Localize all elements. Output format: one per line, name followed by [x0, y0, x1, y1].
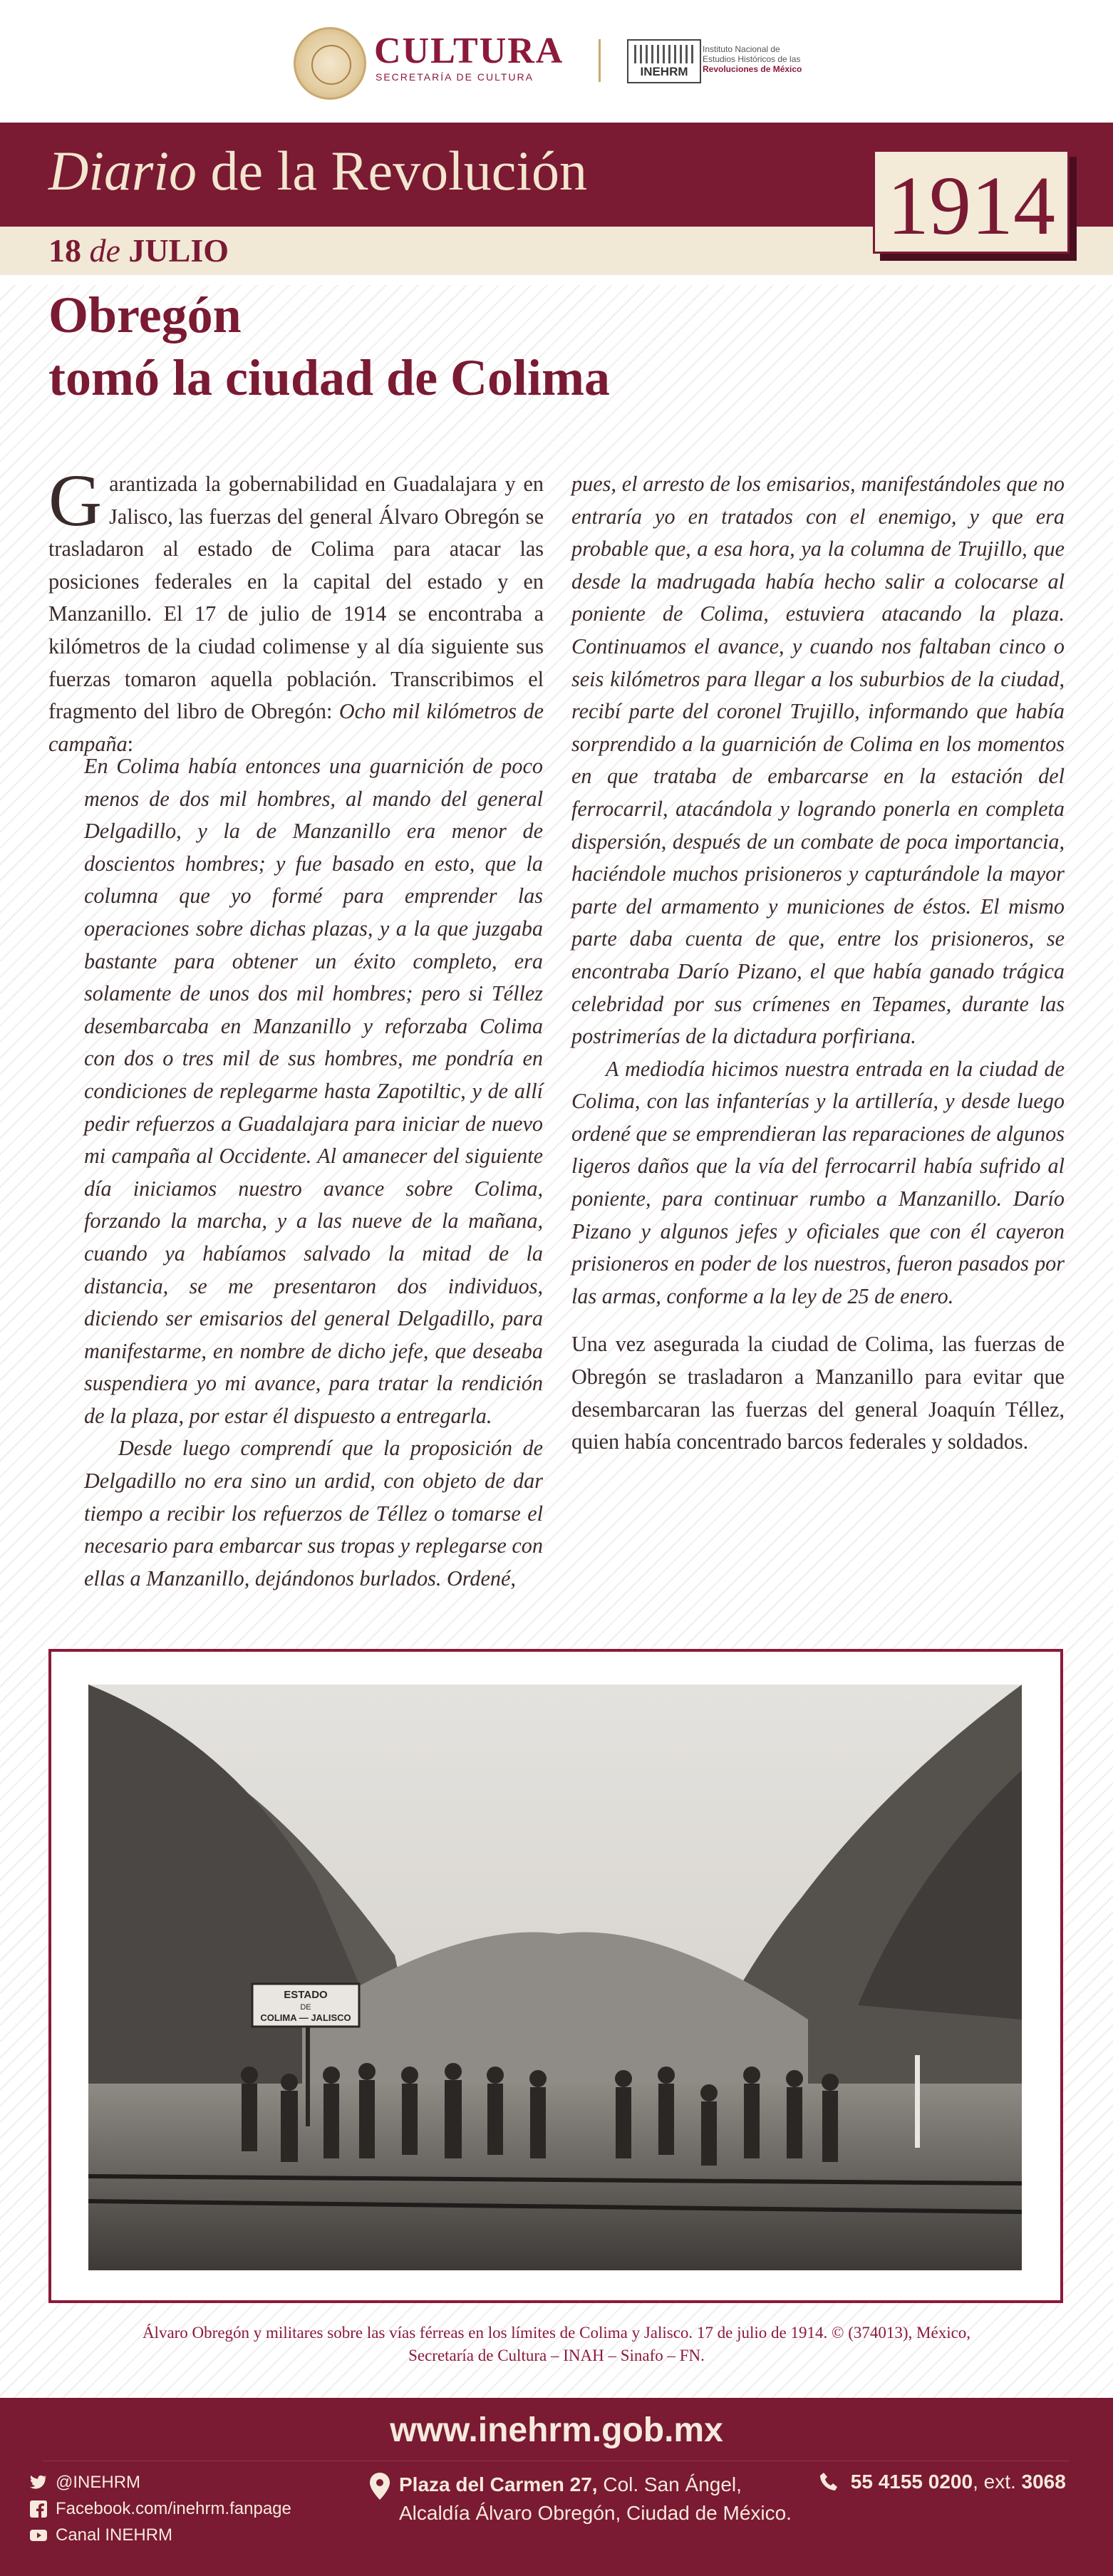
intro-paragraph: [48, 460, 544, 760]
quote-block: [84, 750, 543, 1595]
website-link[interactable]: www.inehrm.gob.mx: [390, 2411, 723, 2449]
right-column: [571, 468, 1065, 1459]
phone-main: 55 4155 0200: [850, 2471, 973, 2493]
youtube-handle: Canal INEHRM: [56, 2525, 173, 2545]
address: [399, 2471, 792, 2528]
inehrm-name-line2: Estudios Históricos de las: [703, 54, 801, 64]
facebook-link[interactable]: [29, 2495, 291, 2522]
social-links: [29, 2469, 291, 2548]
cultura-subtitle: SECRETARÍA DE CULTURA: [376, 71, 534, 83]
youtube-icon: [29, 2525, 48, 2545]
mexico-seal-icon: [294, 27, 366, 100]
phone-ext: 3068: [1021, 2471, 1066, 2493]
youtube-link[interactable]: [29, 2522, 291, 2548]
sign-line-2: DE: [300, 2003, 311, 2012]
quote-paragraph-4: A mediodía hicimos nuestra entrada en la ciudad de Colima, con las infanterías y la artillería, y desde luego ordené que se emprendieran las reparaciones de algunos ligeros daños que la vía del ferrocarril había sufrido al poniente, para continuar rumbo a Manzanillo. Darío Pizano y algunos jefes y oficiales que con él cayeron prisioneros en poder de los nuestros, fueron pasados por las armas, conforme a la ley de 25 de enero.: [571, 1056, 1065, 1308]
page-title: [48, 139, 587, 203]
phone-icon: [819, 2471, 851, 2493]
phone-number[interactable]: [819, 2471, 1066, 2493]
logo-bar: [0, 0, 1113, 121]
intro-text: arantizada la gobernabilidad en Guadalajara y en Jalisco, las fuerzas del general Álvaro Obregón se trasladaron al estado de Colima para atacar las posiciones federales en la capital del estado y en Manzanillo. El 17 de julio de 1914 se encontraba a kilómetros de la ciudad colimense y al día siguiente sus fuerzas tomaron aquella población. Transcribimos el fragmento del libro de Obregón:: [48, 472, 544, 724]
caption-line-2: Secretaría de Cultura – INAH – Sinafo – FN.: [408, 2347, 705, 2364]
phone-ext-label: , ext.: [973, 2471, 1022, 2493]
intro-end: :: [127, 731, 134, 756]
title-rest: de la Revolución: [197, 140, 588, 202]
inehrm-name-line3: Revoluciones de México: [703, 64, 802, 74]
quote-paragraph-1: En Colima había entonces una guarnición de poco menos de dos mil hombres, al mando del general Delgadillo, y la de Manzanillo era menor de doscientos hombres; y fue basado en esto, que la columna que yo formé para emprender las operaciones sobre dichas plazas, y a la que juzgaba bastante para obtener un éxito completo, era solamente de unos dos mil hombres; pero si Téllez desembarcaba en Manzanillo y reforzaba Colima con dos o tres mil de sus hombres, me pondría en condiciones de replegarme hasta Zapotiltic, y de allí pedir refuerzos a Guadalajara para iniciar de nuevo mi campaña al Occidente. Al amanecer del siguiente día iniciamos nuestro avance sobre Colima, forzando la marcha, y a las nueve de la mañana, cuando ya habíamos salvado la mitad de la distancia, se me presentaron dos individuos, diciendo ser emisarios del general Delgadillo, para manifestarme, en nombre de dicho jefe, que deseaba suspendiera yo mi avance, para tratar la rendición de la plaza, por estar él dispuesto a entregarla.: [84, 754, 543, 1428]
date-de: de: [89, 232, 120, 269]
inehrm-logo-label: INEHRM: [640, 65, 688, 78]
caption-line-1: Álvaro Obregón y militares sobre las vías férreas en los límites de Colima y Jalisco. 17 de julio de 1914. © (374013), México,: [142, 2324, 971, 2342]
drop-cap: G: [48, 460, 103, 542]
building-icon: [634, 45, 694, 63]
facebook-handle: Facebook.com/inehrm.fanpage: [56, 2499, 291, 2518]
inehrm-name-line1: Instituto Nacional de: [703, 44, 780, 54]
closing-paragraph: Una vez asegurada la ciudad de Colima, las fuerzas de Obregón se trasladaron a Manzanillo para evitar que desembarcaran las fuerzas del general Joaquín Téllez, quien había concentrado barcos federales y soldados.: [571, 1332, 1065, 1454]
sign-line-1: ESTADO: [284, 1989, 328, 2001]
location-pin-icon: [369, 2473, 390, 2503]
historical-photo: [88, 1685, 1022, 2270]
book-title: Ocho mil kilómetros de campaña: [48, 699, 544, 756]
title-italic: Diario: [48, 140, 197, 202]
year-badge: [873, 150, 1070, 254]
date-month: JULIO: [128, 232, 229, 269]
photo-caption: [86, 2322, 1027, 2367]
quote-paragraph-2: Desde luego comprendí que la proposición de Delgadillo no era sino un ardid, con objeto de dar tiempo a recibir los refuerzos de Téllez o tomarse el necesario para embarcar sus tropas y replegarse con ellas a Manzanillo, dejándonos burlados. Ordené,: [84, 1436, 543, 1590]
date-label: [48, 232, 229, 269]
date-day: 18: [48, 232, 81, 269]
quote-paragraph-3: pues, el arresto de los emisarios, manifestándoles que no entraría yo en tratados con el enemigo, y que era probable que, a esa hora, ya la columna de Trujillo, que desde la madrugada había hecho salir a colocarse al poniente de Colima, estuviera atacando la plaza. Continuamos el avance, y cuando nos faltaban cinco o seis kilómetros para llegar a los suburbios de la ciudad, recibí parte del coronel Trujillo, informando que había sorprendido a la guarnición de Colima en los momentos en que trataba de embarcarse en la estación del ferrocarril, atacándola y logrando ponerla en completa dispersión, después de un combate de poca importancia, haciéndole muchos prisioneros y capturándole la mayor parte del armamento y municiones de éstos. El mismo parte daba cuenta de que, entre los prisioneros, se encontraba Darío Pizano, el que había ganado trágica celebridad por sus crímenes en Tepames, durante las postrimerías de la dictadura porfiriana.: [571, 472, 1065, 1049]
cultura-logo: CULTURA: [374, 31, 564, 71]
logo-divider: [599, 39, 601, 82]
twitter-link[interactable]: [29, 2469, 291, 2495]
address-street: Plaza del Carmen 27,: [399, 2473, 598, 2495]
year-label: 1914: [887, 159, 1055, 252]
inehrm-logo: [627, 39, 701, 83]
address-line-2: Alcaldía Álvaro Obregón, Ciudad de México.: [399, 2502, 792, 2524]
address-colonia: Col. San Ángel,: [597, 2473, 742, 2495]
facebook-icon: [29, 2499, 48, 2519]
twitter-handle: @INEHRM: [56, 2473, 141, 2492]
sign-line-3: COLIMA — JALISCO: [260, 2012, 351, 2023]
headline: Obregón tomó la ciudad de Colima: [48, 286, 611, 406]
inehrm-name: [703, 44, 802, 74]
twitter-icon: [29, 2473, 48, 2493]
